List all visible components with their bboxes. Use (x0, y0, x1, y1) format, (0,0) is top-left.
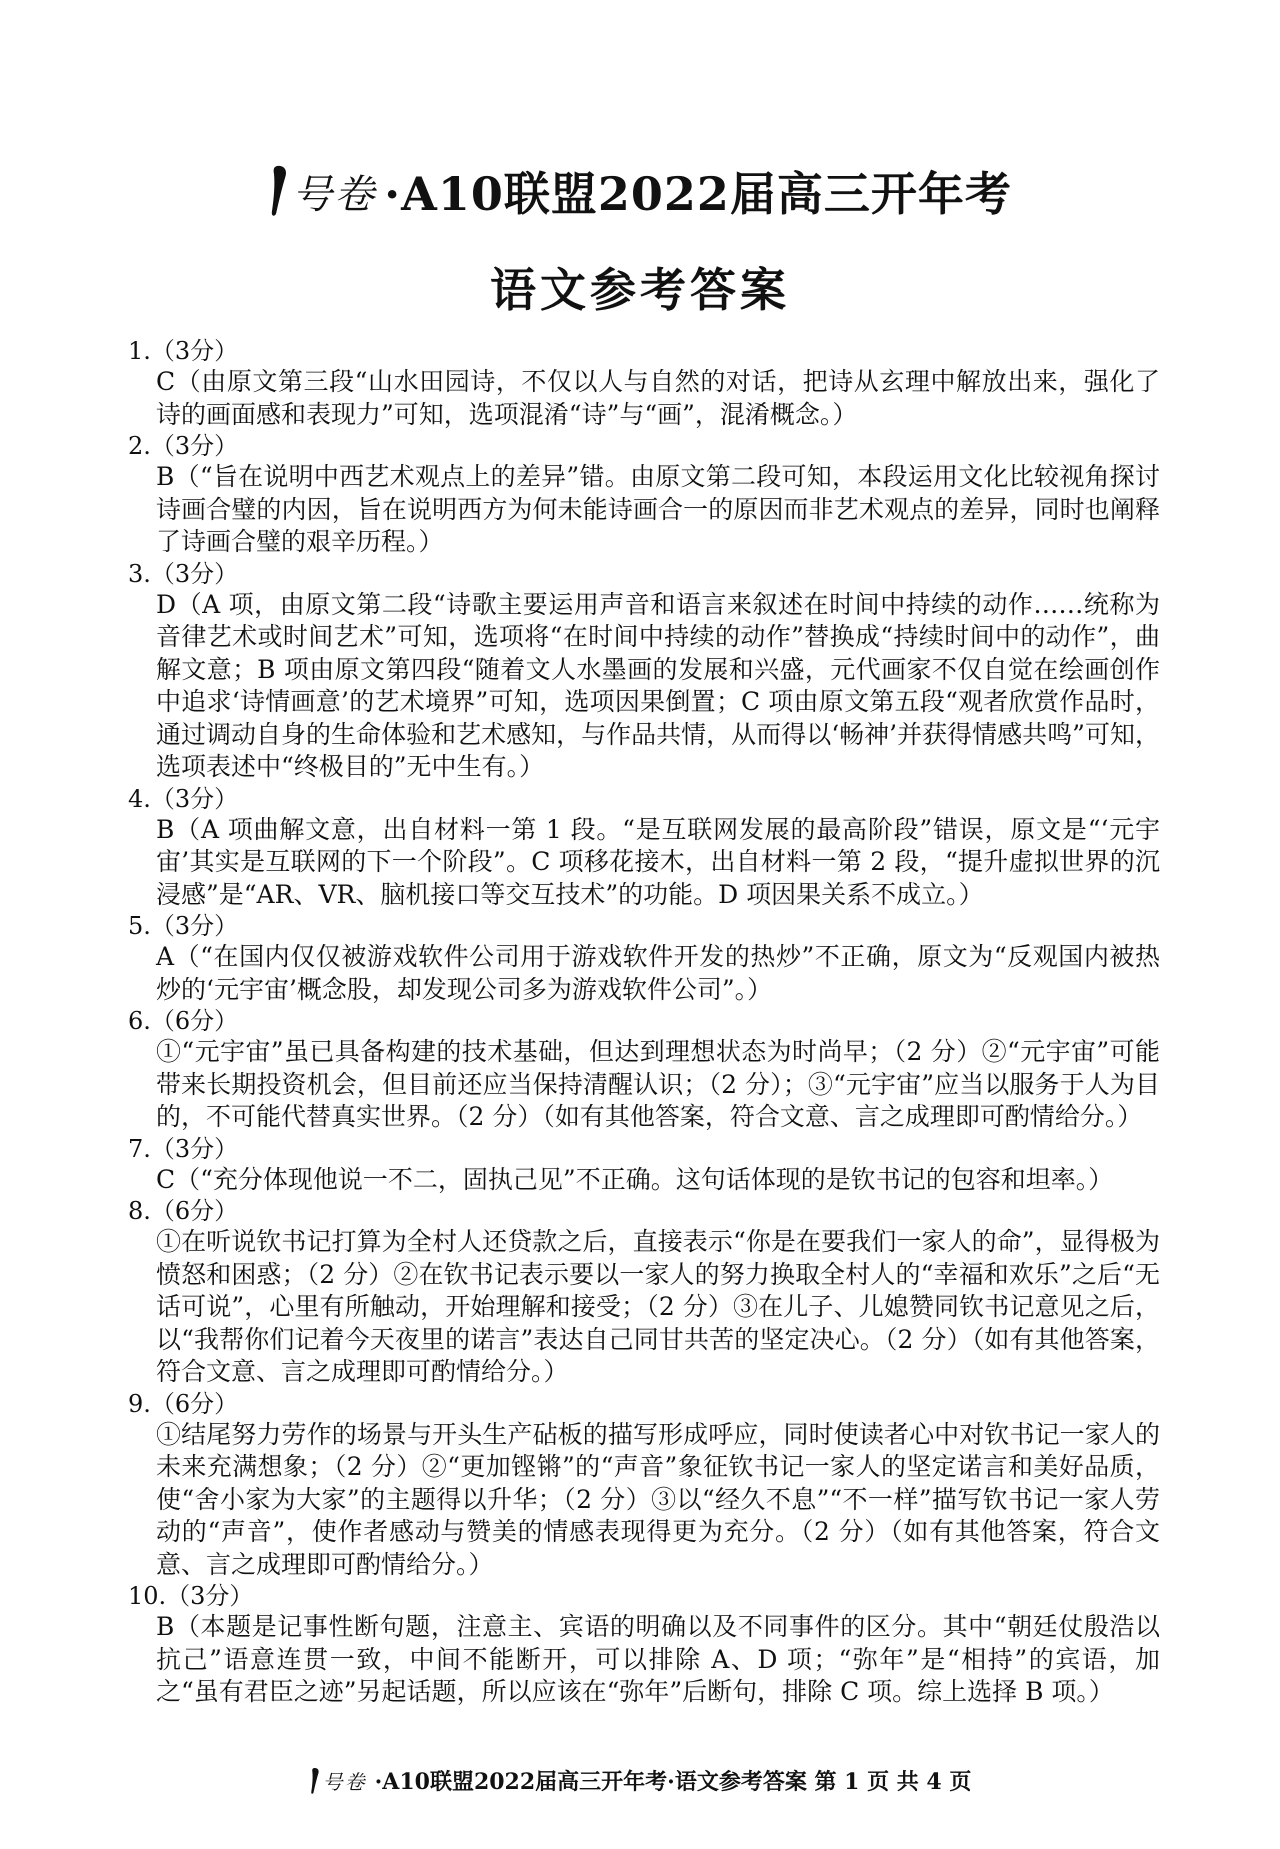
answer-text: C（“充分体现他说一不二，固执己见”不正确。这句话体现的是钦书记的包容和坦率。） (156, 1164, 1114, 1194)
answer-item (128, 431, 1160, 559)
question-number: 2.（3分） (128, 432, 239, 460)
answer-item (128, 911, 1160, 1006)
question-number: 10.（3分） (128, 1582, 254, 1610)
answer-text: ①结尾努力劳作的场景与开头生产砧板的描写形成呼应，同时使读者心中对钦书记一家人的未来充满想象；（2 分）②“更加铿锵”的“声音”象征钦书记一家人的坚定诺言和美好品质，使“舍小家为大家”的主题得以升华；（2 分）③以“经久不息”“不一样”描写钦书记一家人劳动的“声音”，使作者感动与赞美的情感表现得更为充分。（2 分）（如有其他答案，符合文意、言之成理即可酌情给分。） (156, 1419, 1160, 1579)
footer-text: ·A10联盟2022届高三开年考·语文参考答案 第 1 页 共 4 页 (374, 1769, 972, 1795)
exam-title: ·A10联盟2022届高三开年考 (384, 167, 1012, 221)
answer-item (128, 1581, 1160, 1709)
brush-stroke-icon (309, 1767, 321, 1795)
question-number: 5.（3分） (128, 912, 239, 940)
answer-text: B（A 项曲解文意，出自材料一第 1 段。“是互联网发展的最高阶段”错误，原文是“‘元宇宙’其实是互联网的下一个阶段”。C 项移花接木，出自材料一第 2 段，“提升虚拟世界的沉浸感”是“AR、VR、脑机接口等交互技术”的功能。D 项因果关系不成立。） (156, 814, 1160, 909)
question-number: 1.（3分） (128, 337, 239, 365)
answer-item (128, 1134, 1160, 1197)
footer-logo (309, 1766, 367, 1795)
answer-item (128, 784, 1160, 912)
page-footer (0, 1765, 1280, 1796)
footer-logo-text: 号卷 (322, 1770, 367, 1794)
answer-item (128, 559, 1160, 784)
question-number: 8.（6分） (128, 1197, 239, 1225)
answer-item (128, 1389, 1160, 1582)
logo-text: 号卷 (292, 171, 377, 218)
answer-text: A（“在国内仅仅被游戏软件公司用于游戏软件开发的热炒”不正确，原文为“反观国内被热炒的‘元宇宙’概念股，却发现公司多为游戏软件公司”。） (156, 942, 1160, 1004)
answer-item (128, 1196, 1160, 1389)
answer-text: B（“旨在说明中西艺术观点上的差异”错。由原文第二段可知，本段运用文化比较视角探讨诗画合璧的内因，旨在说明西方为何未能诗画合一的原因而非艺术观点的差异，同时也阐释了诗画合璧的艰辛历程。） (156, 462, 1160, 556)
answer-item (128, 1006, 1160, 1134)
logo (268, 163, 376, 220)
answer-text: B（本题是记事性断句题，注意主、宾语的明确以及不同事件的区分。其中“朝廷仗殷浩以抗己”语意连贯一致，中间不能断开，可以排除 A、D 项；“弥年”是“相持”的宾语，加之“虽有君臣之迹”另起话题，所以应该在“弥年”后断句，排除 C 项。综上选择 B 项。） (156, 1612, 1160, 1706)
answer-text: ①“元宇宙”虽已具备构建的技术基础，但达到理想状态为时尚早；（2 分）②“元宇宙”可能带来长期投资机会，但目前还应当保持清醒认识；（2 分）；③“元宇宙”应当以服务于人为目的，不可能代替真实世界。（2 分）（如有其他答案，符合文意、言之成理即可酌情给分。） (156, 1037, 1160, 1131)
title-line (0, 158, 1280, 224)
document-subtitle: 语文参考答案 (490, 263, 790, 317)
answer-item (128, 336, 1160, 431)
question-number: 4.（3分） (128, 784, 239, 813)
question-number: 7.（3分） (128, 1134, 239, 1163)
question-number: 3.（3分） (128, 559, 239, 588)
answer-text: C（由原文第三段“山水田园诗，不仅以人与自然的对话，把诗从玄理中解放出来，强化了诗的画面感和表现力”可知，选项混淆“诗”与“画”，混淆概念。） (156, 367, 1160, 429)
answer-text: D（A 项，由原文第二段“诗歌主要运用声音和语言来叙述在时间中持续的动作……统称为音律艺术或时间艺术”可知，选项将“在时间中持续的动作”替换成“持续时间中的动作”，曲解文意；B 项由原文第四段“随着文人水墨画的发展和兴盛，元代画家不仅自觉在绘画创作中追求‘诗情画意’的艺术境界”可知，选项因果倒置；C 项由原文第五段“观者欣赏作品时，通过调动自身的生命体验和艺术感知，与作品共情，从而得以‘畅神’并获得情感共鸣”可知，选项表述中“终极目的”无中生有。） (156, 589, 1160, 781)
question-number: 9.（6分） (128, 1389, 239, 1418)
answer-text: ①在听说钦书记打算为全村人还贷款之后，直接表示“你是在要我们一家人的命”，显得极为愤怒和困惑；（2 分）②在钦书记表示要以一家人的努力换取全村人的“幸福和欢乐”之后“无话可说”，心里有所触动，开始理解和接受；（2 分）③在儿子、儿媳赞同钦书记意见之后，以“我帮你们记着今天夜里的诺言”表达自己同甘共苦的坚定决心。（2 分）（如有其他答案，符合文意、言之成理即可酌情给分。） (156, 1227, 1160, 1386)
brush-stroke-icon (268, 164, 290, 218)
question-number: 6.（6分） (128, 1007, 239, 1035)
header (0, 158, 1280, 320)
answer-list (128, 336, 1160, 1709)
